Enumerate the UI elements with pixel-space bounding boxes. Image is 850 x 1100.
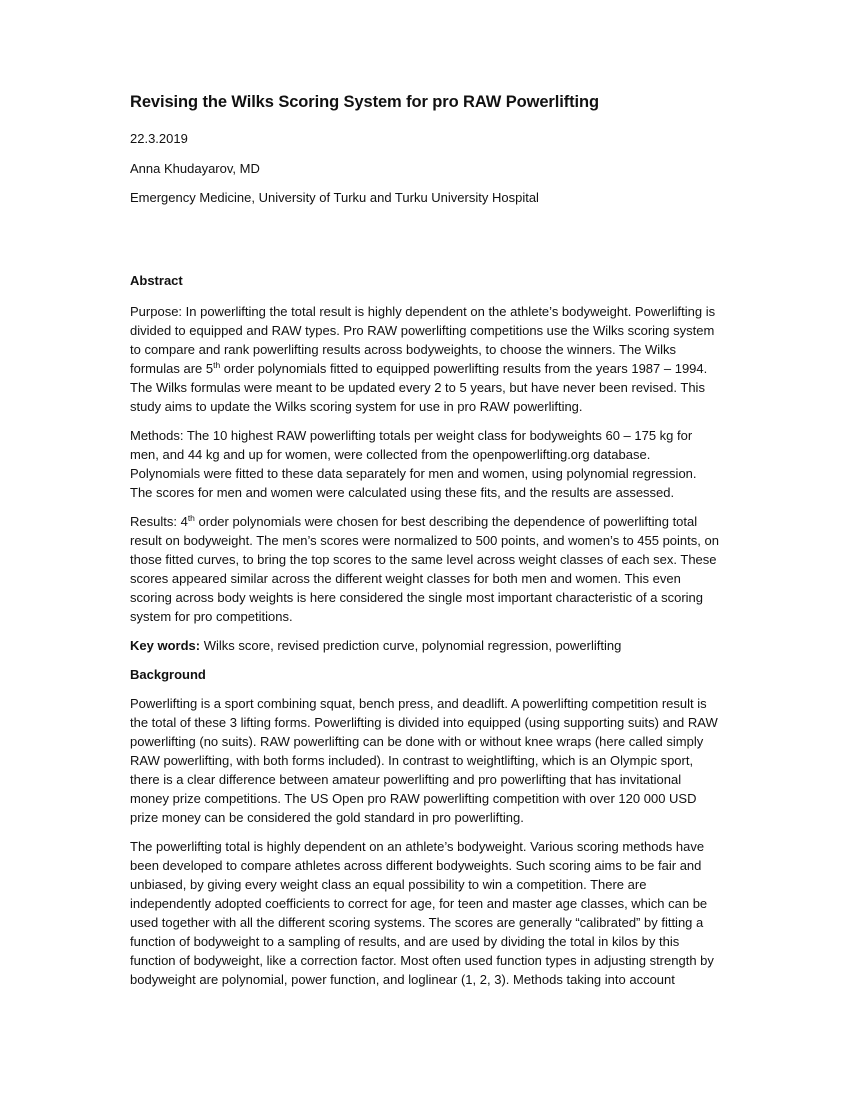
ordinal-superscript: th bbox=[213, 360, 221, 370]
ordinal-superscript: th bbox=[187, 513, 195, 523]
background-paragraph: The powerlifting total is highly dependent on an athlete’s bodyweight. Various scoring methods have been developed to compare athletes across different bodyweights. Such scoring aims to be fair and unbiased, by giving every weight class an equal possibility to win a competition. There are independently adopted coefficients to correct for age, for teen and master age classes, which can be used together with all the different scoring systems. The scores are generally “calibrated” by fitting a function of bodyweight to a sampling of results, and are used by dividing the total in kilos by this function of bodyweight, like a correction factor. Most often used function types in adjusting strength by bodyweight are polynomial, power function, and loglinear (1, 2, 3). Methods taking into account bbox=[130, 839, 714, 987]
paper-body bbox=[130, 271, 722, 999]
abstract-purpose-text-2: order polynomials fitted to equipped powerlifting results from the years 1987 – 1994. The Wilks formulas were meant to be updated every 2 to 5 years, but have never been revised. This study aims to update the Wilks scoring system for use in pro RAW powerlifting. bbox=[130, 361, 708, 414]
author-name: Anna Khudayarov, MD bbox=[130, 161, 260, 176]
abstract-results-text-2: order polynomials were chosen for best describing the dependence of powerlifting total result on bodyweight. The men’s scores were normalized to 500 points, and women’s to 455 points, on those fitted curves, to bring the top scores to the same level across weight classes of each sex. These scores appeared similar across the different weight classes for both men and women. This even scoring across body weights is here considered the single most important characteristic of a scoring system for pro competitions. bbox=[130, 514, 719, 624]
author-affiliation: Emergency Medicine, University of Turku and Turku University Hospital bbox=[130, 190, 539, 205]
abstract-results bbox=[130, 512, 722, 626]
abstract-heading: Abstract bbox=[130, 273, 183, 288]
keywords bbox=[130, 636, 722, 655]
abstract-methods: Methods: The 10 highest RAW powerlifting totals per weight class for bodyweights 60 – 175 kg for men, and 44 kg and up for women, were collected from the openpowerlifting.org database. Polynomials were fitted to these data separately for men and women, using polynomial regression. The scores for men and women were calculated using these fits, and the results are assessed. bbox=[130, 428, 697, 500]
paper-title: Revising the Wilks Scoring System for pro RAW Powerlifting bbox=[130, 93, 599, 111]
abstract-results-text-1: Results: 4 bbox=[130, 514, 188, 529]
background-heading: Background bbox=[130, 667, 206, 682]
keywords-label: Key words: bbox=[130, 638, 201, 653]
abstract-purpose-text-1: Purpose: In powerlifting the total result is highly dependent on the athlete’s bodyweight. Powerlifting is divided to equipped and RAW types. Pro RAW powerlifting competitions use the Wilks scoring system to compare and rank powerlifting results across bodyweights, to choose the winners. The Wilks formulas are 5 bbox=[130, 304, 716, 376]
publication-date: 22.3.2019 bbox=[130, 131, 188, 146]
keywords-text: Wilks score, revised prediction curve, polynomial regression, powerlifting bbox=[200, 638, 622, 653]
background-paragraph: Powerlifting is a sport combining squat, bench press, and deadlift. A powerlifting competition result is the total of these 3 lifting forms. Powerlifting is divided into equipped (using supporting suits) and RAW powerlifting (no suits). RAW powerlifting can be done with or without knee wraps (here called simply RAW powerlifting, with both forms included). In contrast to weightlifting, which is an Olympic sport, there is a clear difference between amateur powerlifting and pro powerlifting that has invitational money prize competitions. The US Open pro RAW powerlifting competition with over 120 000 USD prize money can be considered the gold standard in pro powerlifting. bbox=[130, 696, 718, 825]
abstract-purpose bbox=[130, 302, 722, 416]
